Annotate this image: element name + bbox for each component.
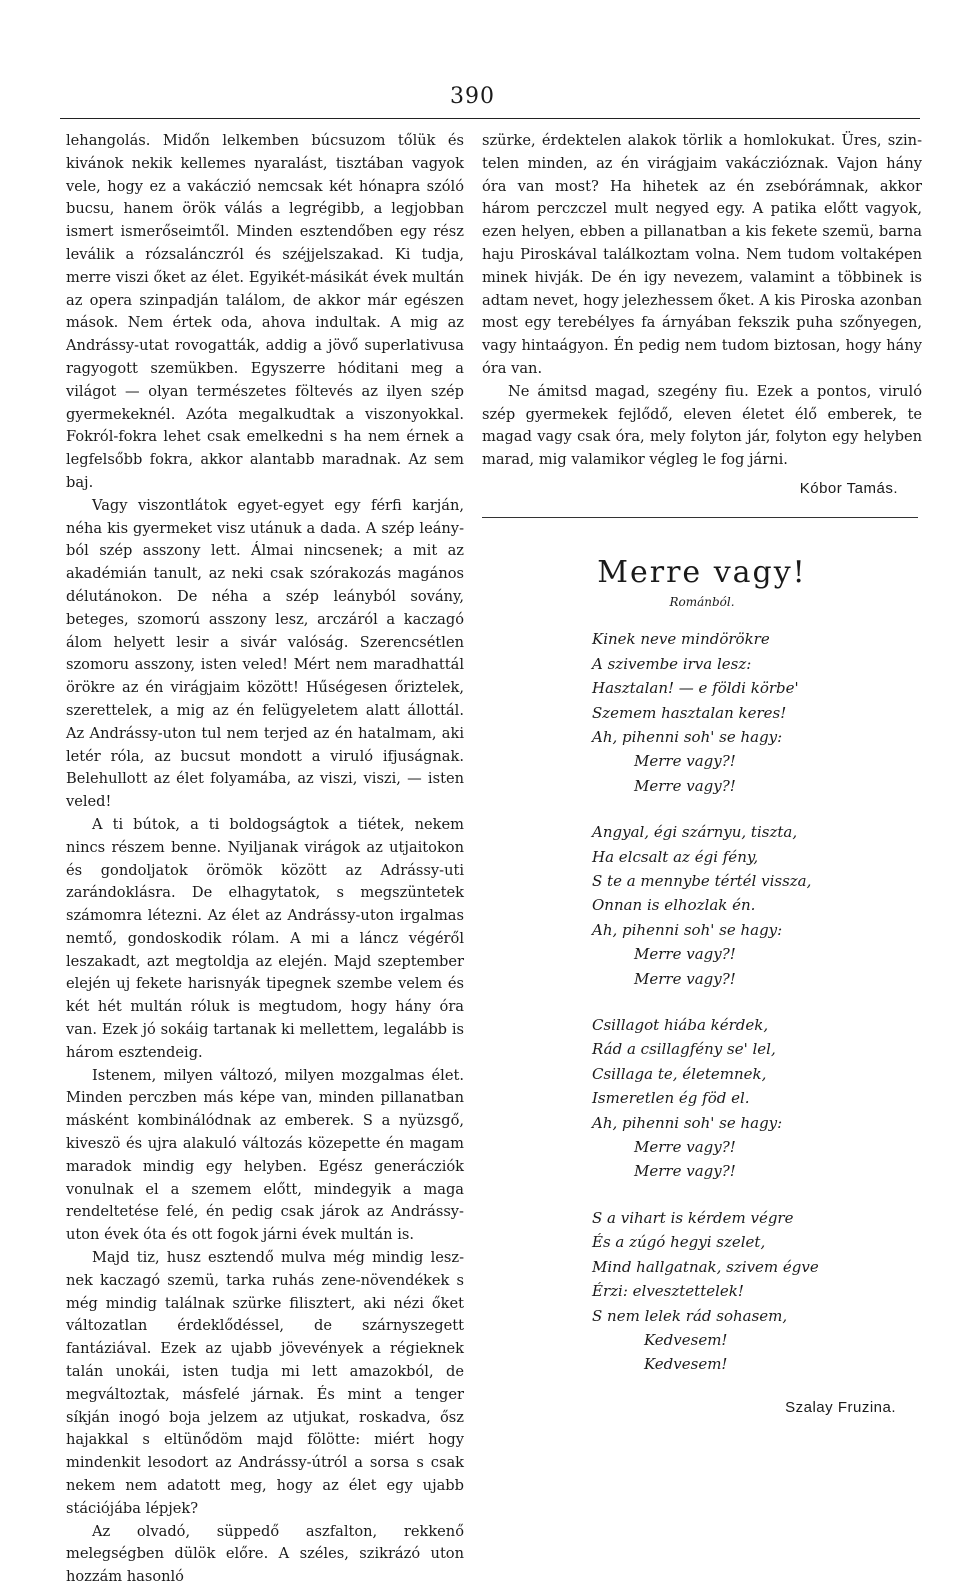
poem-line: Onnan is elhozlak én. xyxy=(592,896,756,915)
poem-line: Rád a csillagfény se' lel, xyxy=(592,1040,776,1059)
paragraph: Majd tiz, husz esztendő mulva még mindig lesznek kaczagó szemü, tarka ruhás zene-növendékek s még mindig találnak szürke filisztert, aki nézi őket változatlan érdeklődéssel, de szárnyszegett fantáziával. Ezek az ujabb jövevények a régieknek talán unokái, isten tudja mi lett amazokból, de megváltoztak, másfelé járnak. És mint a tenger síkján inogó boja jelzem az utjukat, roskadva, ősz hajakkal s eltünődöm majd fölötte: miért hogy mindenkit lesodort az Andrássy-útról a sorsa s csak nekem nem adatott meg, hogy az élet egy ujabb stációjába lépjek? xyxy=(66,1249,464,1517)
poem-refrain: Merre vagy?! xyxy=(634,752,736,771)
poem-line: Ha elcsalt az égi fény, xyxy=(592,847,759,866)
poem-line: Ismeretlen ég föd el. xyxy=(592,1089,750,1108)
paragraph: lehangolás. Midőn lelkemben búcsuzom tőlük és kivánok nekik kellemes nyaralást, tisztában vagyok vele, hogy ez a vakáczió nemcsak két hónapra szóló bucsu, hanem örök válás a legrégibb, a legjobban ismert ismerősеimtől. Minden esztendőben egy rész leválik a rózsalánczról és széjjelszakad. Ki tudja, merre viszi őket az élet. Egyikét-másikát évek multán az opera szinpadján találom, de akkor már egészen mások. Nem értek oda, ahova indultak. A mig az Andrássy-utat rovogatták, addig a jövő superlativusa ragyogott szemükben. Egyszerre hóditani meg a világot — olyan természetes föltevés az ilyen szép gyermekeknél. Azóta megalkudtak a viszonyokkal. Fokról-fokra lehet csak emelkedni s ha nem érnek a legfelsőbb fokra, akkor alantabb maradnak. Az sem baj. xyxy=(66,132,464,491)
poem-title: Merre vagy! xyxy=(597,554,807,590)
poem-stanza xyxy=(592,1206,922,1377)
left-column xyxy=(66,130,464,1589)
poem-stanza xyxy=(592,820,922,991)
poem-line: Mind hallgatnak, szivem égve xyxy=(592,1257,819,1276)
poem-line: S te a mennybe tértél vissza, xyxy=(592,872,812,890)
poem-line: S nem lelek rád sohasem, xyxy=(592,1306,788,1325)
article-signature: Kóbor Tamás. xyxy=(799,479,898,497)
paragraph: A ti bútok, a ti boldogságtok a tiétek, nekem nincs részem benne. Nyiljanak virágok az utjaitokon és gondoljatok örömök között az Adrássy-uti zarándoklásra. De elhagytatok, s megszüntetek számomra létezni. Az élet az Andrássy-uton irgalmas nemtő, gondoskodik rólam. A mi a láncz végéről leszakadt, azt megtoldja az elején. Majd szeptember elején uj fekete harisnyák tipegnek szembe velem és két hét multán róluk is megtudom, hogy hány óra van. Ezek jó sokáig tartanak ki mellettem, legalább is három esztendeig. xyxy=(66,815,464,1061)
paragraph: szürke, érdektelen alakok törlik a homlokukat. Üres, szintelen minden, az én virágjaim vakáczióznak. Vajon hány óra van most? Ha hihetek az én zsebórámnak, akkor három perczczel mult negyed egy. A patika előtt vagyok, ezen helyen, ebben a pillanatban a kis fekete szemü, barna haju Piroskával találkoztam volna. Nem tudom voltaképen minek hivják. De én igy nevezem, valamint a többinek is adtam nevet, hogy jelezhessem őket. A kis Piroska azonban most egy terebélyes fa árnyában fekszik puha szőnyegen, vagy hintaágyon. Én pedig nem tudom biztosan, hogy hány óra van. xyxy=(482,132,923,377)
poem-stanza xyxy=(592,627,922,798)
page-number: 390 xyxy=(450,84,495,109)
header-rule xyxy=(60,118,920,119)
poem-refrain: Kedvesem! xyxy=(644,1330,728,1349)
poem-refrain: Merre vagy?! xyxy=(634,776,736,795)
poem-line: A szivembe irva lesz: xyxy=(592,654,752,673)
poem-subtitle: Románból. xyxy=(669,594,735,609)
poem-refrain: Merre vagy?! xyxy=(634,969,736,988)
paragraph: Istenem, milyen változó, milyen mozgalmas élet. Minden perczben más képe van, minden pillanatban másként kombinálódnak az emberek. S a nyüzsgő, kiveszö és ujra alakuló változás közepette én magam maradok mindig egy helyben. Egész generácziók vonulnak el a szemem előtt, mindegyik a maga rendeltetése felé, én pedig csak járok az Andrássy-uton évek óta és ott fogok járni évek multán is. xyxy=(66,1066,464,1244)
poem-line: S a vihart is kérdem végre xyxy=(592,1208,794,1227)
paragraph: Vagy viszontlátok egyet-egyet egy férfi karján, néha kis gyermeket visz utánuk a dada. A szép leányból szép asszony lett. Álmai nincsenek; a mit az akadémián tanult, az neki csak szórakozás magános délutánokon. De néha a szép leányból sovány, beteges, szomorú asszony lesz, arczáról a kaczagó álom helyett lesir a sivár valóság. Szerencsétlen szomoru asszony, isten veled! Mért nem maradhattál örökre az én virágjaim között! Hűségesen őriztelek, szerettelek, a mig az én felügyeletem alatt állottál. Az Andrássy-uton tul nem terjed az én hatalmam, aki letér róla, az bucsut mondott a viruló ifjuságnak. Belehullott az élet folyamába, az viszi, viszi, — isten veled! xyxy=(66,496,464,811)
poem-line: Csillaga te, életemnek, xyxy=(592,1064,767,1083)
section-divider xyxy=(482,517,918,518)
right-column xyxy=(482,130,922,1420)
poem-signature: Szalay Fruzina. xyxy=(785,1398,896,1416)
poem-refrain: Merre vagy?! xyxy=(634,1162,736,1181)
poem-line: Szemem hasztalan keres! xyxy=(592,703,787,722)
poem-refrain: Merre vagy?! xyxy=(634,945,736,964)
poem-refrain: Merre vagy?! xyxy=(634,1138,736,1157)
poem-line: Hasztalan! — e földi körbe' xyxy=(592,679,799,698)
poem-line: Kinek neve mindörökre xyxy=(592,630,770,649)
poem-line: Érzi: elvesztettelek! xyxy=(592,1282,744,1301)
poem-line: Angyal, égi szárnyu, tiszta, xyxy=(592,823,798,842)
paragraph: Az olvadó, süppedő aszfalton, rekkenő melegségben dülök előre. A széles, szikrázó uton hozzám hasonló xyxy=(66,1522,464,1586)
poem-line: Ah, pihenni soh' se hagy: xyxy=(592,1113,783,1132)
poem-stanza xyxy=(592,1013,922,1184)
poem-line: Ah, pihenni soh' se hagy: xyxy=(592,727,783,746)
poem-line: Csillagot hiába kérdek, xyxy=(592,1016,769,1035)
poem-line: Ah, pihenni soh' se hagy: xyxy=(592,920,783,939)
poem-refrain: Kedvesem! xyxy=(644,1355,728,1374)
paragraph: Ne ámitsd magad, szegény fiu. Ezek a pontos, viruló szép gyermekek fejlődő, eleven életet élő emberek, te magad vagy csak óra, mely folyton jár, folyton egy helyben marad, mig valamikor végleg le fog járni. xyxy=(482,382,922,469)
poem-line: És a zúgó hegyi szelet, xyxy=(592,1233,766,1252)
